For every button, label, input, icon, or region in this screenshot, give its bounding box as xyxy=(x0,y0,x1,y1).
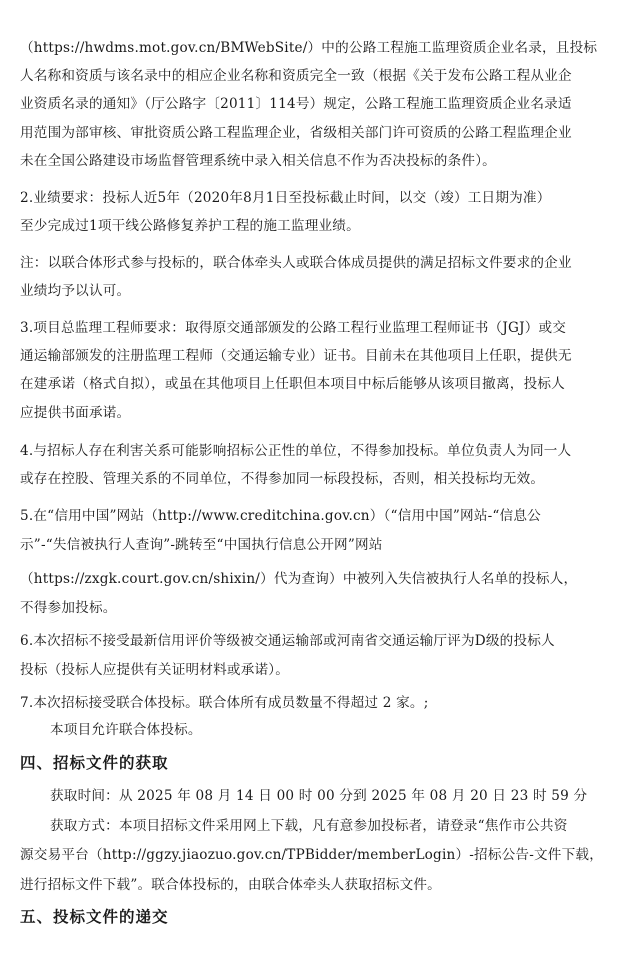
text-line: 用范围为部审核、审批资质公路工程监理企业，省级相关部门许可资质的公路工程监理企业 xyxy=(20,125,572,141)
text-line: 注：以联合体形式参与投标的，联合体牵头人或联合体成员提供的满足招标文件要求的企业 xyxy=(20,255,572,271)
section-heading-5: 五、投标文件的递交 xyxy=(20,908,169,926)
text-line: 进行招标文件下载”。联合体投标的，由联合体牵头人获取招标文件。 xyxy=(20,877,441,893)
text-line: 6.本次招标不接受最新信用评价等级被交通运输部或河南省交通运输厅评为D级的投标人 xyxy=(20,633,555,649)
text-line: （https://hwdms.mot.gov.cn/BMWebSite/）中的公路工程施工监理资质企业名录，且投标 xyxy=(20,40,598,56)
text-line: 获取时间：从 2025 年 08 月 14 日 00 时 00 分到 2025 年 08 月 20 日 23 时 59 分 xyxy=(50,788,588,804)
text-line: 业绩均予以认可。 xyxy=(20,283,131,299)
text-line: 获取方式：本项目招标文件采用网上下载，凡有意参加投标者，请登录“焦作市公共资 xyxy=(50,818,568,834)
text-line: 投标（投标人应提供有关证明材料或承诺）。 xyxy=(20,662,290,678)
text-line: 2.业绩要求：投标人近5年（2020年8月1日至投标截止时间，以交（竣）工日期为准） xyxy=(20,190,551,206)
text-line: 至少完成过1项干线公路修复养护工程的施工监理业绩。 xyxy=(20,218,360,234)
text-line: 或存在控股、管理关系的不同单位，不得参加同一标段投标，否则，相关投标均无效。 xyxy=(20,471,545,487)
section-heading-4: 四、招标文件的获取 xyxy=(20,754,169,772)
text-line: 7.本次招标接受联合体投标。联合体所有成员数量不得超过 2 家。; xyxy=(20,695,429,711)
text-line: 不得参加投标。 xyxy=(20,600,117,616)
text-line: 人名称和资质与该名录中的相应企业名称和资质完全一致（根据《关于发布公路工程从业企 xyxy=(20,68,572,84)
text-line: 5.在“信用中国”网站（http://www.creditchina.gov.cn）（“信用中国”网站-“信息公 xyxy=(20,508,541,524)
text-line: 源交易平台（http://ggzy.jiaozuo.gov.cn/TPBidder/memberLogin）-招标公告-文件下载， xyxy=(20,847,603,863)
text-line: 应提供书面承诺。 xyxy=(20,405,131,421)
text-line: 4.与招标人存在利害关系可能影响招标公正性的单位，不得参加投标。单位负责人为同一人 xyxy=(20,443,572,459)
text-line: 业资质名录的通知》（厅公路字〔2011〕114号）规定，公路工程施工监理资质企业名录适 xyxy=(20,96,572,112)
text-line: 未在全国公路建设市场监督管理系统中录入相关信息不作为否决投标的条件）。 xyxy=(20,153,496,169)
text-line: 3.项目总监理工程师要求：取得原交通部颁发的公路工程行业监理工程师证书（JGJ）或交 xyxy=(20,320,567,336)
text-line: 通运输部颁发的注册监理工程师（交通运输专业）证书。目前未在其他项目上任职，提供无 xyxy=(20,348,572,364)
text-line: 在建承诺（格式自拟），或虽在其他项目上任职但本项目中标后能够从该项目撤离，投标人 xyxy=(20,376,565,392)
text-line: （https://zxgk.court.gov.cn/shixin/）代为查询）中被列入失信被执行人名单的投标人， xyxy=(20,571,578,587)
text-line: 示”-“失信被执行人查询”-跳转至“中国执行信息公开网”网站 xyxy=(20,537,383,553)
text-line: 本项目允许联合体投标。 xyxy=(50,722,202,738)
